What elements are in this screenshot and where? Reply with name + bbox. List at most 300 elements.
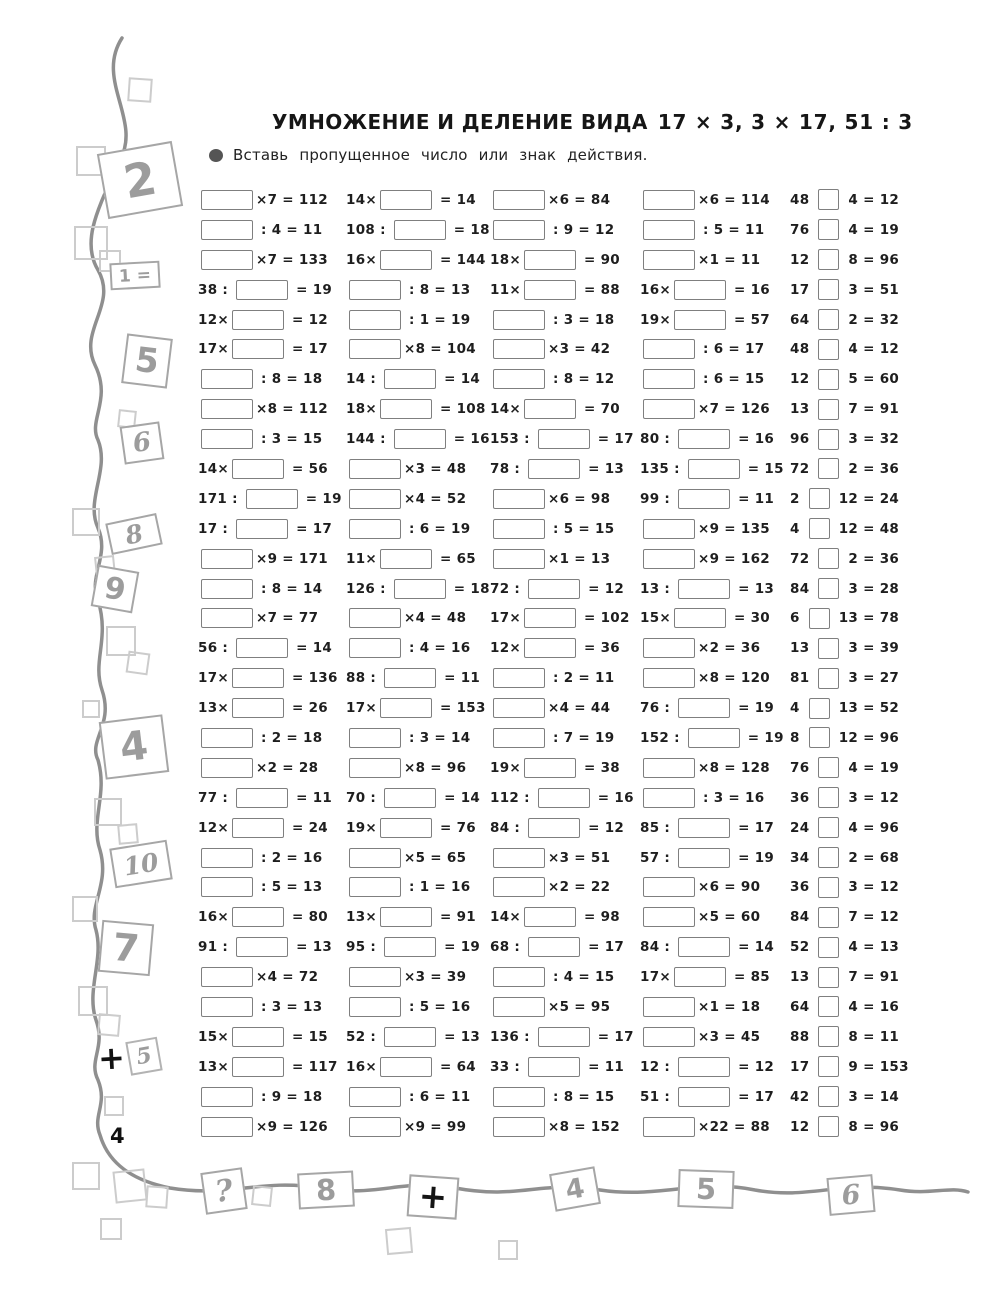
exercise: [346, 275, 490, 305]
exercise: [198, 484, 346, 514]
deco-square: [78, 986, 108, 1016]
margin-badge: 9: [91, 565, 140, 614]
exercise: [640, 1052, 790, 1082]
exercise-text: 8: [790, 729, 805, 746]
exercise: [790, 992, 960, 1022]
answer-box[interactable]: [232, 1057, 284, 1077]
answer-box[interactable]: [384, 788, 436, 808]
answer-box[interactable]: [643, 1117, 695, 1137]
exercise: [198, 334, 346, 364]
answer-box[interactable]: [394, 429, 446, 449]
exercise-text: 48: [790, 191, 815, 208]
exercise-text: 42: [790, 1088, 815, 1105]
exercise: [640, 454, 790, 484]
exercise-text: ×8 = 96: [404, 759, 467, 776]
exercise-text: : 6 = 15: [698, 371, 765, 388]
exercise-text: ×4 = 52: [404, 490, 467, 507]
exercise: [640, 902, 790, 932]
answer-box[interactable]: [643, 1027, 695, 1047]
exercise-text: : 2 = 16: [256, 849, 323, 866]
answer-box[interactable]: [349, 489, 401, 509]
answer-box[interactable]: [674, 967, 726, 987]
margin-badge: 5: [121, 333, 173, 388]
deco-square: [82, 700, 100, 718]
answer-box[interactable]: [493, 489, 545, 509]
exercise: [490, 753, 640, 783]
exercise-text: = 70: [579, 401, 620, 418]
exercise: [198, 872, 346, 902]
exercise-text: 3 = 27: [843, 670, 900, 687]
answer-box[interactable]: [201, 190, 253, 210]
exercise-text: 13: [790, 969, 815, 986]
answer-box[interactable]: [201, 250, 253, 270]
answer-box[interactable]: [809, 727, 830, 748]
answer-box[interactable]: [349, 519, 401, 539]
answer-box[interactable]: [678, 1057, 730, 1077]
exercise-text: 76: [790, 221, 815, 238]
exercise-text: ×8 = 120: [698, 670, 770, 687]
answer-box[interactable]: [201, 848, 253, 868]
exercise: [790, 514, 960, 544]
answer-box[interactable]: [380, 907, 432, 927]
exercise: [640, 394, 790, 424]
exercise: [790, 275, 960, 305]
answer-box[interactable]: [232, 339, 284, 359]
answer-box[interactable]: [232, 668, 284, 688]
exercise-text: ×8 = 128: [698, 759, 770, 776]
answer-box[interactable]: [246, 489, 298, 509]
answer-box[interactable]: [809, 518, 830, 539]
exercise-text: 12: [790, 251, 815, 268]
answer-box[interactable]: [643, 339, 695, 359]
answer-box[interactable]: [349, 1117, 401, 1137]
exercise: [490, 454, 640, 484]
exercise: [346, 364, 490, 394]
exercise-text: : 7 = 19: [548, 729, 615, 746]
exercise: [790, 783, 960, 813]
answer-box[interactable]: [643, 758, 695, 778]
answer-box[interactable]: [524, 758, 576, 778]
answer-box[interactable]: [349, 967, 401, 987]
answer-box[interactable]: [236, 937, 288, 957]
answer-box[interactable]: [201, 967, 253, 987]
answer-box[interactable]: [349, 638, 401, 658]
exercise: [790, 394, 960, 424]
answer-box[interactable]: [349, 608, 401, 628]
exercise: [490, 932, 640, 962]
exercise-text: ×9 = 135: [698, 520, 770, 537]
exercise: [198, 574, 346, 604]
answer-box[interactable]: [349, 877, 401, 897]
exercise-text: 13 = 78: [833, 610, 900, 627]
answer-box[interactable]: [528, 579, 580, 599]
answer-box[interactable]: [818, 189, 839, 210]
answer-box[interactable]: [493, 668, 545, 688]
exercise: [490, 962, 640, 992]
exercise: [640, 215, 790, 245]
exercise-text: ×5 = 95: [548, 998, 611, 1015]
exercise-text: ×3 = 39: [404, 969, 467, 986]
answer-box[interactable]: [201, 728, 253, 748]
exercise-text: 6: [790, 610, 805, 627]
answer-box[interactable]: [201, 1117, 253, 1137]
bottom-badge: 8: [297, 1171, 355, 1210]
exercise-text: 13×: [346, 909, 377, 926]
exercise-text: 33 :: [490, 1058, 526, 1075]
exercise: [198, 813, 346, 843]
answer-box[interactable]: [818, 279, 839, 300]
answer-box[interactable]: [818, 1026, 839, 1047]
page-title-main: УМНОЖЕНИЕ И ДЕЛЕНИЕ ВИДА: [272, 110, 648, 134]
exercise-text: = 17: [733, 819, 775, 836]
answer-box[interactable]: [818, 907, 839, 928]
answer-box[interactable]: [493, 997, 545, 1017]
answer-box[interactable]: [380, 549, 432, 569]
answer-box[interactable]: [538, 1027, 590, 1047]
exercise-text: 4 = 19: [843, 221, 900, 238]
answer-box[interactable]: [678, 579, 730, 599]
exercise-text: 9 = 153: [843, 1058, 909, 1075]
exercise: [346, 663, 490, 693]
answer-box[interactable]: [678, 937, 730, 957]
exercise-text: 17×: [490, 610, 521, 627]
answer-box[interactable]: [493, 967, 545, 987]
exercise: [790, 1082, 960, 1112]
instruction-text: Вставь пропущенное число или знак действия.: [233, 146, 648, 164]
answer-box[interactable]: [818, 668, 839, 689]
answer-box[interactable]: [678, 848, 730, 868]
answer-box[interactable]: [493, 339, 545, 359]
exercise-text: = 17: [592, 1028, 634, 1045]
answer-box[interactable]: [818, 219, 839, 240]
exercise: [198, 723, 346, 753]
answer-box[interactable]: [201, 220, 253, 240]
deco-square: [385, 1227, 413, 1255]
exercise-text: : 4 = 11: [256, 221, 323, 238]
answer-box[interactable]: [643, 399, 695, 419]
deco-square: [100, 1218, 122, 1240]
exercise: [490, 872, 640, 902]
answer-box[interactable]: [349, 1087, 401, 1107]
exercise-text: 88 :: [346, 670, 382, 687]
answer-box[interactable]: [201, 549, 253, 569]
answer-box[interactable]: [818, 548, 839, 569]
answer-box[interactable]: [643, 907, 695, 927]
answer-box[interactable]: [349, 997, 401, 1017]
answer-box[interactable]: [818, 847, 839, 868]
answer-box[interactable]: [643, 877, 695, 897]
answer-box[interactable]: [818, 757, 839, 778]
answer-box[interactable]: [538, 429, 590, 449]
answer-box[interactable]: [232, 907, 284, 927]
answer-box[interactable]: [349, 758, 401, 778]
answer-box[interactable]: [236, 788, 288, 808]
exercise: [490, 1112, 640, 1142]
answer-box[interactable]: [818, 399, 839, 420]
answer-box[interactable]: [678, 489, 730, 509]
exercise: [790, 574, 960, 604]
answer-box[interactable]: [524, 608, 576, 628]
answer-box[interactable]: [538, 788, 590, 808]
exercise-text: 7 = 12: [843, 909, 900, 926]
exercise: [490, 215, 640, 245]
answer-box[interactable]: [643, 250, 695, 270]
answer-box[interactable]: [818, 429, 839, 450]
answer-box[interactable]: [493, 220, 545, 240]
exercise-text: ×1 = 11: [698, 251, 761, 268]
answer-box[interactable]: [643, 369, 695, 389]
exercise-text: 171 :: [198, 490, 243, 507]
answer-box[interactable]: [384, 668, 436, 688]
exercise-text: 13: [790, 401, 815, 418]
exercise: [198, 215, 346, 245]
exercise-text: 96: [790, 431, 815, 448]
answer-box[interactable]: [493, 190, 545, 210]
exercise-text: 17×: [346, 700, 377, 717]
answer-box[interactable]: [688, 459, 740, 479]
margin-badge: 10: [109, 840, 173, 889]
answer-box[interactable]: [524, 280, 576, 300]
answer-box[interactable]: [493, 728, 545, 748]
answer-box[interactable]: [493, 1087, 545, 1107]
exercise: [790, 902, 960, 932]
answer-box[interactable]: [809, 608, 830, 629]
exercise-text: 3 = 32: [843, 431, 900, 448]
answer-box[interactable]: [394, 220, 446, 240]
answer-box[interactable]: [643, 220, 695, 240]
deco-square: [94, 798, 122, 826]
exercise-text: = 16: [592, 789, 634, 806]
exercise-text: : 2 = 18: [256, 729, 323, 746]
answer-box[interactable]: [818, 1086, 839, 1107]
answer-box[interactable]: [201, 608, 253, 628]
answer-box[interactable]: [818, 817, 839, 838]
answer-box[interactable]: [232, 698, 284, 718]
answer-box[interactable]: [236, 280, 288, 300]
answer-box[interactable]: [493, 549, 545, 569]
margin-badge: 2: [97, 141, 183, 219]
answer-box[interactable]: [232, 459, 284, 479]
answer-box[interactable]: [643, 549, 695, 569]
exercise: [640, 693, 790, 723]
answer-box[interactable]: [818, 787, 839, 808]
answer-box[interactable]: [201, 429, 253, 449]
answer-box[interactable]: [493, 848, 545, 868]
answer-box[interactable]: [232, 818, 284, 838]
answer-box[interactable]: [384, 937, 436, 957]
answer-box[interactable]: [232, 1027, 284, 1047]
exercise-text: 108 :: [346, 221, 391, 238]
exercise-text: 135 :: [640, 460, 685, 477]
answer-box[interactable]: [380, 250, 432, 270]
answer-box[interactable]: [201, 1087, 253, 1107]
answer-box[interactable]: [818, 369, 839, 390]
exercise: [490, 843, 640, 873]
answer-box[interactable]: [493, 877, 545, 897]
answer-box[interactable]: [524, 638, 576, 658]
answer-box[interactable]: [643, 997, 695, 1017]
answer-box[interactable]: [493, 698, 545, 718]
exercise: [346, 424, 490, 454]
answer-box[interactable]: [349, 848, 401, 868]
exercise-text: : 5 = 13: [256, 879, 323, 896]
exercise: [198, 1112, 346, 1142]
exercise-text: = 30: [729, 610, 770, 627]
exercise-text: : 1 = 19: [404, 311, 471, 328]
answer-box[interactable]: [818, 1116, 839, 1137]
answer-box[interactable]: [643, 788, 695, 808]
answer-box[interactable]: [236, 638, 288, 658]
exercise-column: [198, 185, 346, 1142]
exercise-text: 4 = 96: [843, 819, 900, 836]
exercise-text: = 17: [583, 939, 625, 956]
exercise-text: 12 = 96: [833, 729, 900, 746]
exercise: [640, 364, 790, 394]
answer-box[interactable]: [674, 280, 726, 300]
answer-box[interactable]: [384, 369, 436, 389]
answer-box[interactable]: [818, 249, 839, 270]
exercise: [490, 424, 640, 454]
exercise: [346, 962, 490, 992]
exercise-text: ×2 = 36: [698, 640, 761, 657]
answer-box[interactable]: [524, 907, 576, 927]
exercise: [790, 544, 960, 574]
exercise-text: 16×: [198, 909, 229, 926]
answer-box[interactable]: [201, 399, 253, 419]
exercise: [490, 275, 640, 305]
answer-box[interactable]: [201, 997, 253, 1017]
margin-badge: 8: [105, 513, 163, 555]
answer-box[interactable]: [524, 399, 576, 419]
answer-box[interactable]: [380, 818, 432, 838]
answer-box[interactable]: [201, 579, 253, 599]
answer-box[interactable]: [678, 698, 730, 718]
answer-box[interactable]: [528, 818, 580, 838]
answer-box[interactable]: [201, 369, 253, 389]
answer-box[interactable]: [818, 578, 839, 599]
exercise-text: 99 :: [640, 490, 676, 507]
answer-box[interactable]: [818, 877, 839, 898]
exercise-text: : 5 = 15: [548, 520, 615, 537]
answer-box[interactable]: [201, 877, 253, 897]
deco-square: [72, 508, 100, 536]
answer-box[interactable]: [678, 429, 730, 449]
answer-box[interactable]: [678, 1087, 730, 1107]
answer-box[interactable]: [380, 1057, 432, 1077]
answer-box[interactable]: [818, 339, 839, 360]
answer-box[interactable]: [384, 1027, 436, 1047]
exercise-text: = 14: [733, 939, 775, 956]
answer-box[interactable]: [674, 608, 726, 628]
exercise-text: : 1 = 16: [404, 879, 471, 896]
answer-box[interactable]: [349, 310, 401, 330]
answer-box[interactable]: [380, 399, 432, 419]
answer-box[interactable]: [524, 250, 576, 270]
exercise: [640, 574, 790, 604]
answer-box[interactable]: [380, 190, 432, 210]
exercise: [640, 275, 790, 305]
answer-box[interactable]: [818, 937, 839, 958]
answer-box[interactable]: [688, 728, 740, 748]
exercise-text: = 19: [733, 849, 775, 866]
exercise-text: 72: [790, 550, 815, 567]
exercise-text: : 8 = 14: [256, 580, 323, 597]
exercise-text: 2 = 68: [843, 849, 900, 866]
answer-box[interactable]: [643, 519, 695, 539]
answer-box[interactable]: [643, 638, 695, 658]
exercise-text: ×3 = 45: [698, 1028, 761, 1045]
answer-box[interactable]: [809, 488, 830, 509]
answer-box[interactable]: [232, 310, 284, 330]
exercise: [346, 992, 490, 1022]
exercise-text: ×1 = 18: [698, 998, 761, 1015]
answer-box[interactable]: [493, 369, 545, 389]
exercise: [640, 753, 790, 783]
exercise-text: 68 :: [490, 939, 526, 956]
answer-box[interactable]: [818, 458, 839, 479]
exercise: [790, 364, 960, 394]
exercise-text: ×8 = 112: [256, 401, 328, 418]
answer-box[interactable]: [349, 339, 401, 359]
answer-box[interactable]: [349, 280, 401, 300]
exercise: [640, 245, 790, 275]
answer-box[interactable]: [818, 967, 839, 988]
exercise-text: : 8 = 15: [548, 1088, 615, 1105]
exercise-text: : 3 = 18: [548, 311, 615, 328]
answer-box[interactable]: [380, 698, 432, 718]
exercise-text: = 18: [448, 221, 490, 238]
exercise: [490, 633, 640, 663]
exercise-text: 12×: [198, 311, 229, 328]
exercise: [790, 753, 960, 783]
exercise-text: 17 :: [198, 520, 234, 537]
exercise-text: 85 :: [640, 819, 676, 836]
exercise: [640, 633, 790, 663]
answer-box[interactable]: [201, 758, 253, 778]
answer-box[interactable]: [528, 937, 580, 957]
answer-box[interactable]: [809, 698, 830, 719]
answer-box[interactable]: [643, 668, 695, 688]
exercise-text: 144 :: [346, 431, 391, 448]
answer-box[interactable]: [818, 1056, 839, 1077]
exercise: [790, 245, 960, 275]
answer-box[interactable]: [528, 1057, 580, 1077]
answer-box[interactable]: [236, 519, 288, 539]
exercise-text: = 13: [583, 460, 625, 477]
exercise-text: = 19: [742, 729, 784, 746]
answer-box[interactable]: [493, 1117, 545, 1137]
answer-box[interactable]: [493, 519, 545, 539]
answer-box[interactable]: [818, 638, 839, 659]
answer-box[interactable]: [349, 459, 401, 479]
exercise-text: 153 :: [490, 431, 535, 448]
answer-box[interactable]: [528, 459, 580, 479]
exercise-text: 12 = 48: [833, 520, 900, 537]
exercise-text: = 91: [435, 909, 476, 926]
answer-box[interactable]: [818, 996, 839, 1017]
exercise: [198, 1082, 346, 1112]
answer-box[interactable]: [349, 728, 401, 748]
exercise-text: = 117: [287, 1058, 338, 1075]
answer-box[interactable]: [818, 309, 839, 330]
answer-box[interactable]: [674, 310, 726, 330]
answer-box[interactable]: [643, 190, 695, 210]
exercise: [198, 1022, 346, 1052]
exercise-text: 12 :: [640, 1058, 676, 1075]
answer-box[interactable]: [493, 310, 545, 330]
answer-box[interactable]: [678, 818, 730, 838]
answer-box[interactable]: [394, 579, 446, 599]
